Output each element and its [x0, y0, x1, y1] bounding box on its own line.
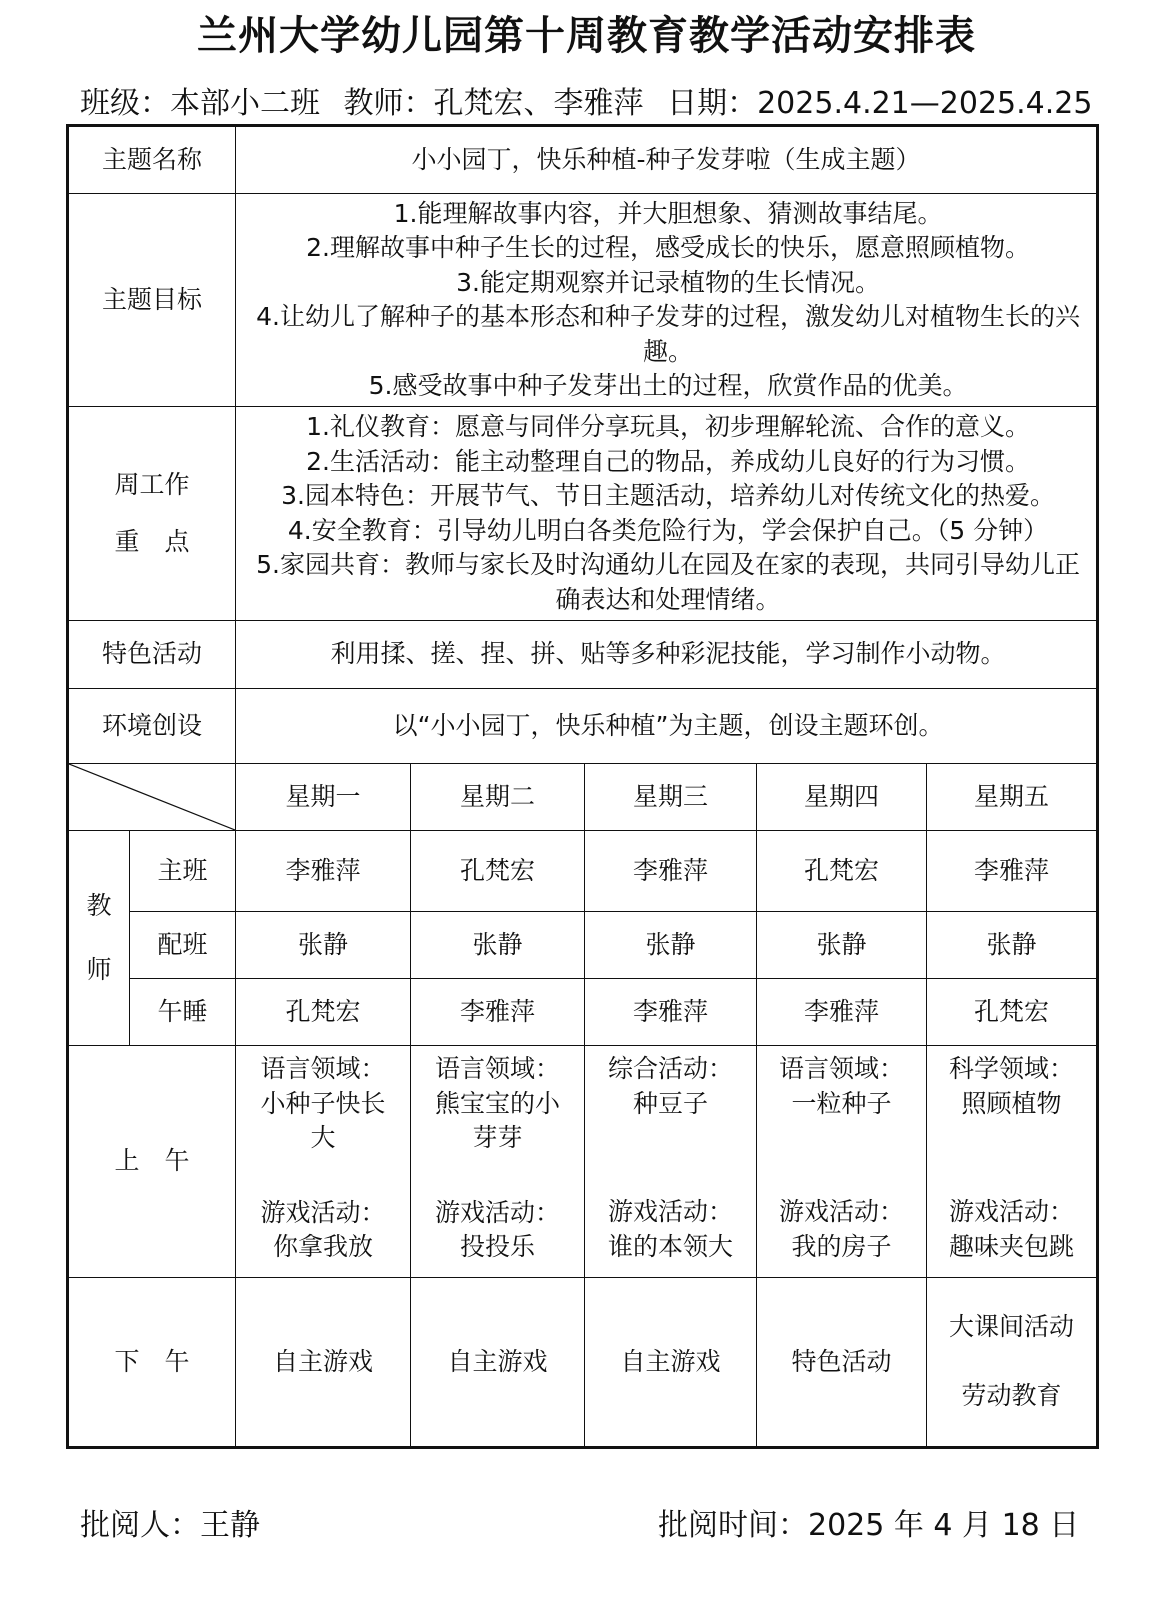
teacher-name: 孔梵宏 [757, 831, 927, 912]
day-thursday: 星期四 [757, 764, 927, 831]
morning-cell [585, 1046, 757, 1278]
teacher-name: 李雅萍 [411, 979, 585, 1046]
special-activity-row [68, 621, 1098, 689]
morning-game: 游戏活动： 投投乐 [435, 1197, 561, 1261]
teacher-name: 李雅萍 [585, 979, 757, 1046]
morning-game: 游戏活动： 你拿我放 [260, 1197, 386, 1261]
teacher-row-main [68, 831, 1098, 912]
afternoon-cell: 自主游戏 [236, 1278, 411, 1448]
weekday-header-row [68, 764, 1098, 831]
morning-lesson: 语言领域： 一粒种子 [779, 1054, 905, 1118]
environment-value: 以“小小园丁，快乐种植”为主题，创设主题环创。 [236, 689, 1098, 764]
theme-goals-label: 主题目标 [68, 194, 236, 407]
theme-goals-list [236, 194, 1098, 407]
diagonal-corner-cell [68, 764, 236, 831]
goal-item: 1.能理解故事内容，并大胆想象、猜测故事结尾。 [393, 198, 943, 228]
afternoon-cell: 自主游戏 [585, 1278, 757, 1448]
morning-lesson: 综合活动： 种豆子 [608, 1054, 734, 1118]
goal-item: 3.能定期观察并记录植物的生长情况。 [456, 267, 880, 297]
role-label: 配班 [130, 912, 236, 979]
teacher-row-assist [68, 912, 1098, 979]
focus-item: 1.礼仪教育：愿意与同伴分享玩具，初步理解轮流、合作的意义。 [306, 412, 1030, 441]
goal-item: 2.理解故事中种子生长的过程，感受成长的快乐，愿意照顾植物。 [306, 233, 1030, 262]
afternoon-row [68, 1278, 1098, 1448]
teacher-name: 孔梵宏 [236, 979, 411, 1046]
class-info: 班级：本部小二班 [80, 86, 320, 121]
teacher-name: 李雅萍 [236, 831, 411, 912]
activity-schedule-table [66, 124, 1099, 1449]
afternoon-cell: 大课间活动 劳动教育 [927, 1278, 1098, 1448]
teacher-row-nap [68, 979, 1098, 1046]
morning-lesson: 语言领域： 小种子快长 大 [260, 1054, 386, 1152]
theme-goals-row [68, 194, 1098, 407]
teacher-name: 李雅萍 [585, 831, 757, 912]
teacher-name: 李雅萍 [927, 831, 1098, 912]
teacher-name: 孔梵宏 [411, 831, 585, 912]
weekly-focus-row [68, 407, 1098, 621]
day-tuesday: 星期二 [411, 764, 585, 831]
teacher-name: 张静 [411, 912, 585, 979]
teacher-name: 张静 [236, 912, 411, 979]
weekly-focus-label: 周工作 重 点 [68, 407, 236, 621]
focus-item: 2.生活活动：能主动整理自己的物品，养成幼儿良好的行为习惯。 [306, 446, 1030, 476]
morning-row [68, 1046, 1098, 1278]
teacher-name: 张静 [585, 912, 757, 979]
special-activity-label: 特色活动 [68, 621, 236, 689]
special-activity-value: 利用揉、搓、捏、拼、贴等多种彩泥技能，学习制作小动物。 [236, 621, 1098, 689]
review-time: 批阅时间：2025 年 4 月 18 日 [658, 1508, 1080, 1543]
teacher-name: 孔梵宏 [927, 979, 1098, 1046]
morning-game: 游戏活动： 谁的本领大 [608, 1197, 734, 1261]
morning-lesson: 语言领域： 熊宝宝的小 芽芽 [435, 1054, 561, 1152]
goal-item: 5.感受故事中种子发芽出土的过程，欣赏作品的优美。 [368, 371, 968, 400]
theme-name-value: 小小园丁，快乐种植-种子发芽啦（生成主题） [236, 126, 1098, 194]
day-wednesday: 星期三 [585, 764, 757, 831]
environment-label: 环境创设 [68, 689, 236, 764]
teacher-name: 张静 [927, 912, 1098, 979]
role-label: 午睡 [130, 979, 236, 1046]
teacher-info: 教师：孔梵宏、李雅萍 [343, 86, 644, 121]
role-label: 主班 [130, 831, 236, 912]
day-friday: 星期五 [927, 764, 1098, 831]
focus-item: 4.安全教育：引导幼儿明白各类危险行为，学会保护自己。（5 分钟） [287, 515, 1049, 545]
theme-name-row [68, 126, 1098, 194]
date-info: 日期：2025.4.21—2025.4.25 [667, 86, 1093, 121]
goal-item: 4.让幼儿了解种子的基本形态和种子发芽的过程，激发幼儿对植物生长的兴趣。 [256, 302, 1080, 366]
afternoon-cell: 自主游戏 [411, 1278, 585, 1448]
morning-game: 游戏活动： 我的房子 [779, 1197, 905, 1261]
reviewer: 批阅人：王静 [80, 1508, 260, 1543]
morning-cell [927, 1046, 1098, 1278]
morning-lesson: 科学领域： 照顾植物 [949, 1054, 1075, 1118]
afternoon-label: 下 午 [68, 1278, 236, 1448]
page-title: 兰州大学幼儿园第十周教育教学活动安排表 [197, 13, 976, 59]
teacher-name: 张静 [757, 912, 927, 979]
theme-name-label: 主题名称 [68, 126, 236, 194]
weekly-focus-list [236, 407, 1098, 621]
teacher-name: 李雅萍 [757, 979, 927, 1046]
environment-row [68, 689, 1098, 764]
teacher-group-label: 教 师 [68, 831, 130, 1046]
header-info [80, 78, 1170, 122]
afternoon-cell: 特色活动 [757, 1278, 927, 1448]
morning-cell [757, 1046, 927, 1278]
focus-item: 5.家园共育：教师与家长及时沟通幼儿在园及在家的表现，共同引导幼儿正确表达和处理情绪。 [256, 550, 1080, 614]
day-monday: 星期一 [236, 764, 411, 831]
focus-item: 3.园本特色：开展节气、节日主题活动，培养幼儿对传统文化的热爱。 [281, 481, 1055, 510]
morning-label: 上 午 [68, 1046, 236, 1278]
morning-cell [411, 1046, 585, 1278]
diagonal-line [69, 764, 235, 830]
morning-cell [236, 1046, 411, 1278]
morning-game: 游戏活动： 趣味夹包跳 [949, 1197, 1075, 1261]
